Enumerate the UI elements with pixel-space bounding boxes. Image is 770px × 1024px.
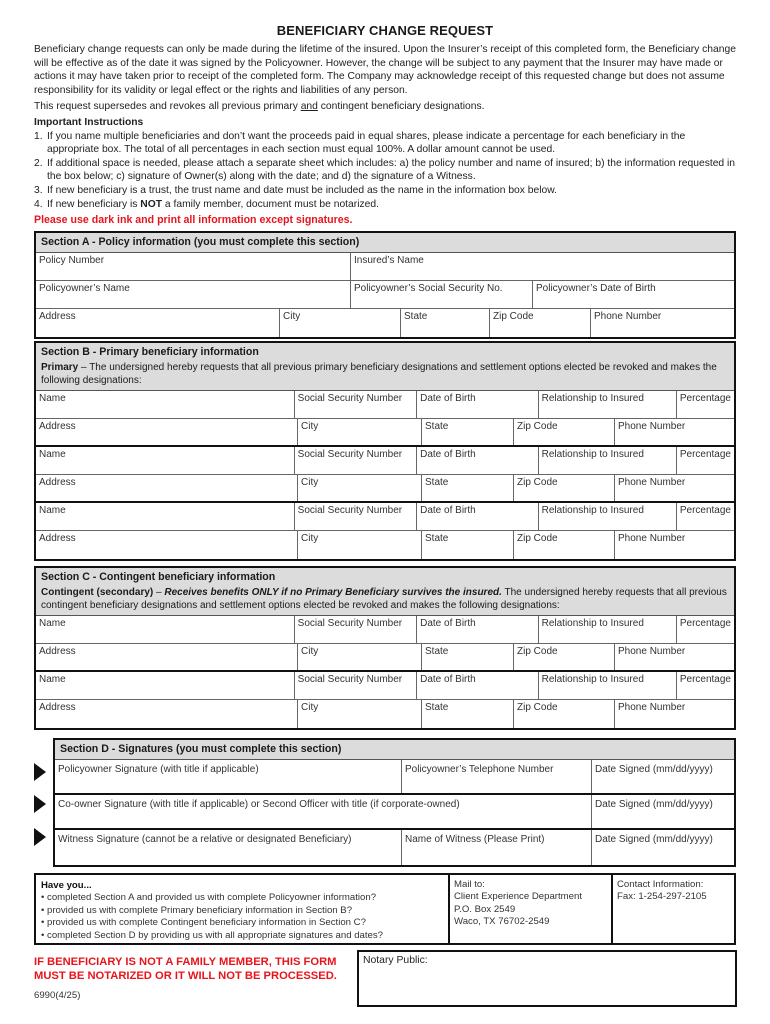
name-field[interactable]: Name	[36, 672, 295, 699]
policyowner-ssn-field[interactable]: Policyowner’s Social Security No.	[351, 281, 533, 308]
dob-field[interactable]: Date of Birth	[417, 503, 538, 530]
zip-code-field[interactable]: Zip Code	[514, 531, 615, 559]
phone-number-field[interactable]: Phone Number	[618, 421, 686, 432]
section-c-contingent-beneficiary	[34, 566, 736, 730]
section-d-signatures	[53, 738, 736, 867]
section-b-primary-beneficiary	[34, 341, 736, 561]
zip-code-field[interactable]: Zip Code	[514, 700, 615, 728]
notary-public-label: Notary Public:	[363, 955, 428, 966]
witness-signature-field[interactable]: Witness Signature (cannot be a relative or designated Beneficiary)	[55, 830, 402, 865]
section-d-header: Section D - Signatures (you must complete this section)	[55, 740, 734, 760]
notarization-warning: IF BENEFICIARY IS NOT A FAMILY MEMBER, THIS FORM MUST BE NOTARIZED OR IT WILL NOT BE PROCESSED.	[34, 956, 337, 982]
address-field[interactable]: Address	[36, 644, 298, 670]
relationship-field[interactable]: Relationship to Insured	[539, 391, 677, 418]
city-field[interactable]: City	[298, 700, 422, 728]
primary-beneficiary-2	[36, 447, 734, 503]
phone-number-field[interactable]: Phone Number	[594, 311, 662, 322]
insured-name-field[interactable]: Insured’s Name	[354, 255, 424, 266]
address-field[interactable]: Address	[36, 531, 298, 559]
dob-field[interactable]: Date of Birth	[417, 391, 538, 418]
address-field[interactable]: Address	[36, 419, 298, 445]
address-field[interactable]: Address	[36, 475, 298, 501]
section-a-header: Section A - Policy information (you must complete this section)	[36, 233, 734, 253]
percentage-field[interactable]: Percentage	[679, 674, 731, 685]
checklist-box	[34, 873, 736, 945]
instruction-item: 1. If you name multiple beneficiaries and don’t want the proceeds paid in equal shares, please indicate a percentage for each beneficiary in the appropriate box. The total of all percentages in each section must equal 100%. A dollar amount cannot be used.	[34, 130, 686, 156]
policyowner-name-field[interactable]: Policyowner’s Name	[36, 281, 351, 308]
phone-number-field[interactable]: Phone Number	[618, 477, 686, 488]
dob-field[interactable]: Date of Birth	[417, 672, 538, 699]
sign-here-arrow-icon	[34, 828, 46, 846]
city-field[interactable]: City	[298, 531, 422, 559]
phone-number-field[interactable]: Phone Number	[618, 646, 686, 657]
ssn-field[interactable]: Social Security Number	[295, 391, 417, 418]
sign-here-arrow-icon	[34, 795, 46, 813]
policyowner-signature-field[interactable]: Policyowner Signature (with title if applicable)	[55, 760, 402, 793]
primary-beneficiary-3	[36, 503, 734, 559]
instructions-list	[34, 130, 738, 212]
percentage-field[interactable]: Percentage	[679, 393, 731, 404]
form-number: 6990(4/25)	[34, 990, 81, 1001]
phone-number-field[interactable]: Phone Number	[618, 702, 686, 713]
state-field[interactable]: State	[422, 419, 514, 445]
percentage-field[interactable]: Percentage	[679, 505, 731, 516]
dob-field[interactable]: Date of Birth	[417, 447, 538, 474]
city-field[interactable]: City	[298, 419, 422, 445]
contingent-beneficiary-2	[36, 672, 734, 728]
date-signed-field[interactable]: Date Signed (mm/dd/yyyy)	[595, 764, 713, 775]
witness-name-field[interactable]: Name of Witness (Please Print)	[402, 830, 592, 865]
relationship-field[interactable]: Relationship to Insured	[539, 503, 677, 530]
city-field[interactable]: City	[298, 644, 422, 670]
ssn-field[interactable]: Social Security Number	[295, 616, 417, 643]
address-field[interactable]: Address	[36, 309, 280, 337]
instructions-heading: Important Instructions	[34, 116, 144, 128]
state-field[interactable]: State	[422, 475, 514, 501]
checklist-item: • completed Section D by providing us with all appropriate signatures and dates?	[41, 929, 384, 941]
ink-instruction: Please use dark ink and print all information except signatures.	[34, 214, 353, 227]
supersedes-note: This request supersedes and revokes all previous primary and contingent beneficiary designations.	[34, 101, 485, 113]
zip-code-field[interactable]: Zip Code	[490, 309, 591, 337]
sign-here-arrow-icon	[34, 763, 46, 781]
intro-paragraph: Beneficiary change requests can only be made during the lifetime of the insured. Upon the Insurer’s receipt of this completed form, the Beneficiary change will be effective as of the date it was signed by the Policyowner. However, the change will be subject to any payment that the Insurer may have made or actions it may have taken prior to receipt of the completed form. The Company may acknowledge receipt of this requested change but does not assume responsibility for its validity or legal effect or the rights and liabilities of any person.	[34, 44, 736, 96]
checklist-item: • provided us with complete Contingent beneficiary information in Section C?	[41, 917, 366, 929]
relationship-field[interactable]: Relationship to Insured	[539, 447, 677, 474]
name-field[interactable]: Name	[36, 616, 295, 643]
section-c-header: Section C - Contingent beneficiary information Contingent (secondary) – Receives benefits ONLY if no Primary Beneficiary survives the insured. The undersigned hereby requests that all previous contingent beneficiary designations and settlement options elected be revoked and makes the following designations:	[36, 568, 734, 616]
address-field[interactable]: Address	[36, 700, 298, 728]
policy-number-field[interactable]: Policy Number	[36, 253, 351, 280]
have-you-checklist: Have you... • completed Section A and provided us with complete Policyowner information? • provided us with complete Primary beneficiary information in Section B? • provided us with complete Contingent beneficiary information in Section C? • completed Section D by providing us with all appropriate signatures and dates?	[36, 875, 450, 943]
ssn-field[interactable]: Social Security Number	[295, 447, 417, 474]
zip-code-field[interactable]: Zip Code	[514, 419, 615, 445]
mail-to-address: Mail to: Client Experience Department P.O. Box 2549 Waco, TX 76702-2549	[450, 875, 613, 943]
instruction-item: 4. If new beneficiary is NOT a family member, document must be notarized.	[34, 198, 379, 210]
instruction-item: 3. If new beneficiary is a trust, the trust name and date must be included as the name in the information box below.	[34, 184, 557, 196]
state-field[interactable]: State	[422, 531, 514, 559]
city-field[interactable]: City	[298, 475, 422, 501]
phone-number-field[interactable]: Phone Number	[618, 533, 686, 544]
date-signed-field[interactable]: Date Signed (mm/dd/yyyy)	[595, 834, 713, 845]
city-field[interactable]: City	[280, 309, 401, 337]
policyowner-dob-field[interactable]: Policyowner’s Date of Birth	[536, 283, 656, 294]
ssn-field[interactable]: Social Security Number	[295, 503, 417, 530]
coowner-signature-field[interactable]: Co-owner Signature (with title if applicable) or Second Officer with title (if corporate-owned)	[55, 795, 592, 828]
ssn-field[interactable]: Social Security Number	[295, 672, 417, 699]
zip-code-field[interactable]: Zip Code	[514, 475, 615, 501]
section-b-header: Section B - Primary beneficiary information Primary – The undersigned hereby requests that all previous primary beneficiary designations and settlement options elected be revoked and makes the following designations:	[36, 343, 734, 391]
state-field[interactable]: State	[422, 644, 514, 670]
relationship-field[interactable]: Relationship to Insured	[539, 672, 677, 699]
instruction-item: 2. If additional space is needed, please attach a separate sheet which includes: a) the policy number and name of insured; b) the information requested in the box below; c) signature of Owner(s) along with the date; and d) the signature of a Witness.	[34, 157, 736, 183]
zip-code-field[interactable]: Zip Code	[514, 644, 615, 670]
intro-block	[34, 43, 738, 228]
name-field[interactable]: Name	[36, 447, 295, 474]
contingent-beneficiary-1	[36, 616, 734, 672]
date-signed-field[interactable]: Date Signed (mm/dd/yyyy)	[595, 799, 713, 810]
percentage-field[interactable]: Percentage	[679, 618, 731, 629]
state-field[interactable]: State	[422, 700, 514, 728]
relationship-field[interactable]: Relationship to Insured	[539, 616, 677, 643]
checklist-item: • provided us with complete Primary beneficiary information in Section B?	[41, 904, 353, 916]
policyowner-telephone-field[interactable]: Policyowner’s Telephone Number	[402, 760, 592, 793]
name-field[interactable]: Name	[36, 503, 295, 530]
notary-public-box[interactable]	[357, 950, 737, 1007]
dob-field[interactable]: Date of Birth	[417, 616, 538, 643]
checklist-item: • completed Section A and provided us with complete Policyowner information?	[41, 892, 377, 904]
state-field[interactable]: State	[401, 309, 490, 337]
form-title: BENEFICIARY CHANGE REQUEST	[276, 23, 494, 38]
section-a-policy-info	[34, 231, 736, 339]
primary-beneficiary-1	[36, 391, 734, 447]
percentage-field[interactable]: Percentage	[679, 449, 731, 460]
contact-information: Contact Information: Fax: 1-254-297-2105	[617, 879, 707, 903]
name-field[interactable]: Name	[36, 391, 295, 418]
